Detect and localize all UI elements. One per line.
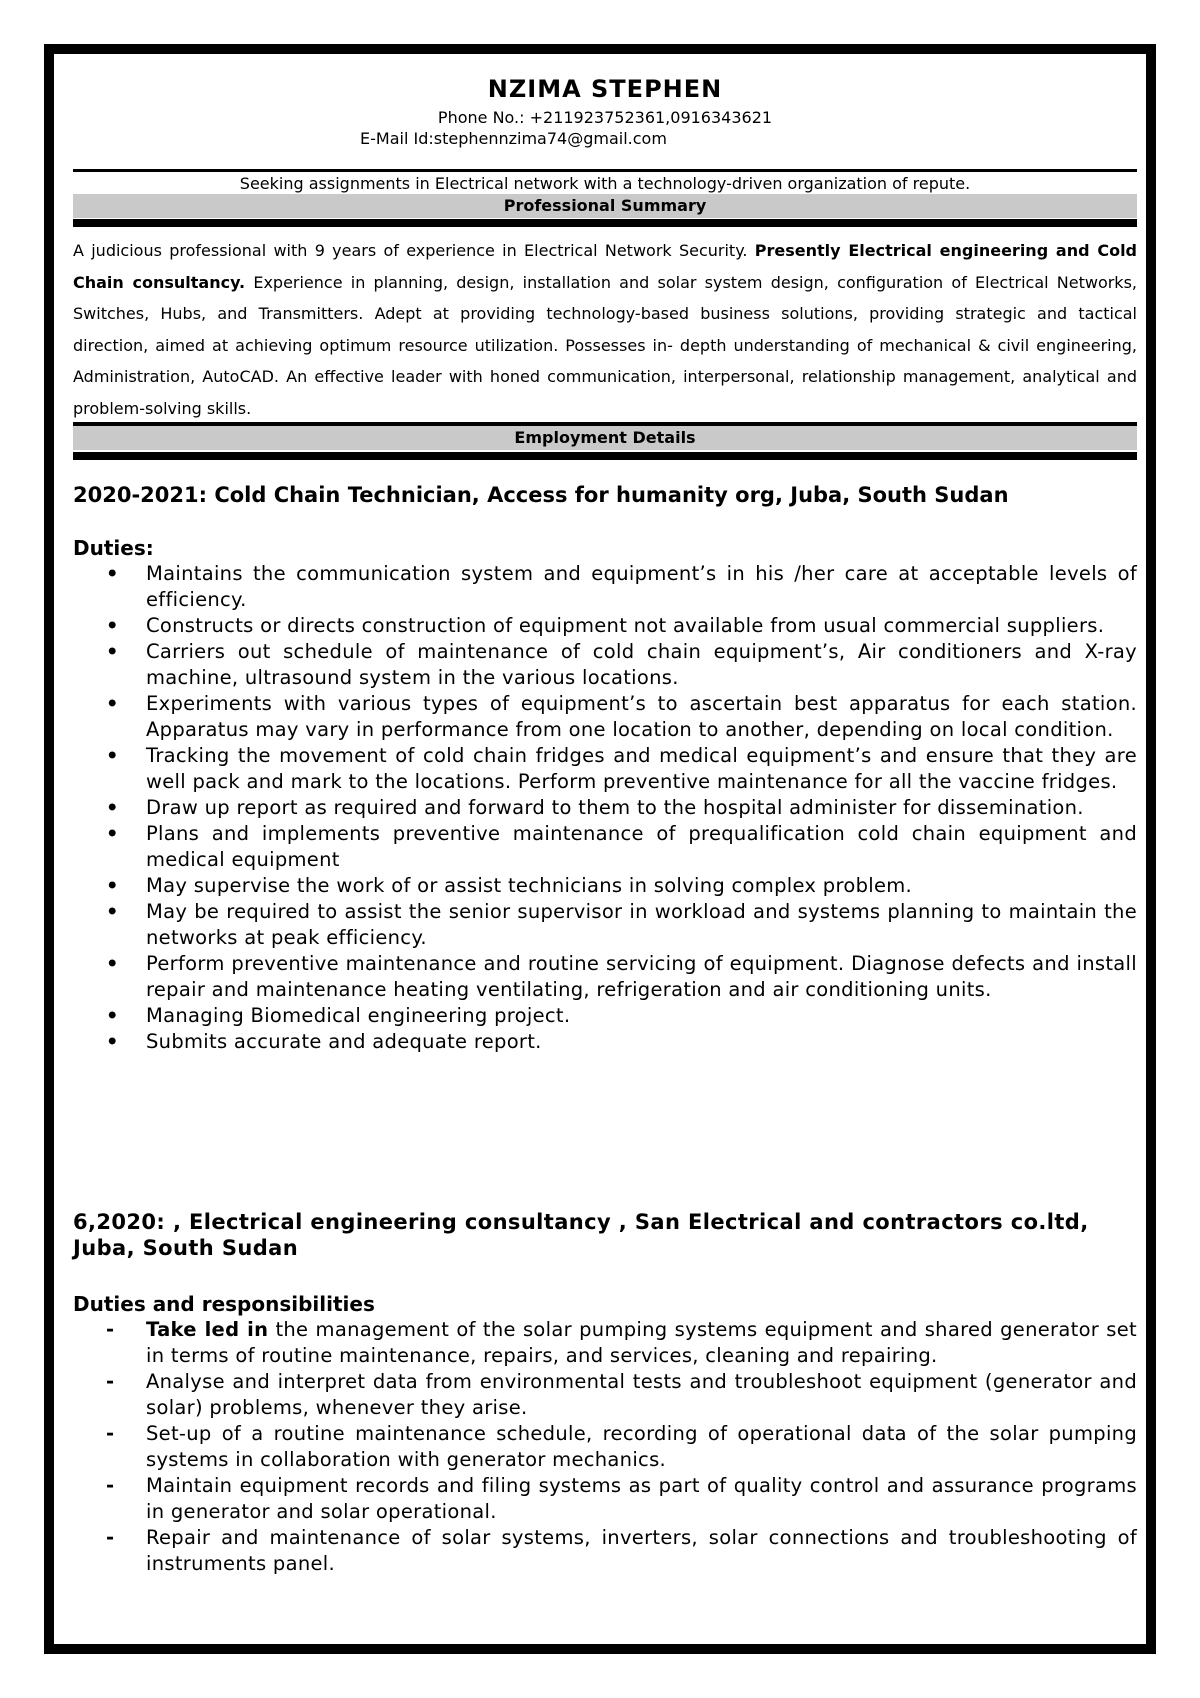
bullet-icon: • [106, 744, 119, 767]
summary-divider [73, 219, 1137, 227]
dash-icon: - [106, 1526, 115, 1549]
list-item: - Maintain equipment records and filing systems as part of quality control and assurance programs in generator and solar operational. [106, 1474, 1137, 1523]
employment-details-heading: Employment Details [73, 426, 1137, 450]
summary-text-start: A judicious professional with 9 years of experience in Electrical Network Security. [73, 241, 755, 260]
employment-divider [73, 452, 1137, 460]
bullet-icon: • [106, 562, 119, 585]
list-item: • Draw up report as required and forward to them to the hospital administer for dissemination. [106, 796, 1084, 819]
job-2-title: 6,2020: , Electrical engineering consultancy , San Electrical and contractors co.ltd, Juba, South Sudan [73, 1210, 1089, 1260]
list-item: • May be required to assist the senior supervisor in workload and systems planning to maintain the networks at peak efficiency. [106, 900, 1137, 949]
list-item: • Submits accurate and adequate report. [106, 1030, 542, 1053]
job-2-duties-list [73, 1317, 1137, 1577]
bullet-icon: • [106, 692, 119, 715]
header-divider [73, 169, 1137, 172]
bullet-icon: • [106, 640, 119, 663]
phone-number: Phone No.: +211923752361,0916343621 [437, 108, 773, 127]
dash-icon: - [106, 1474, 115, 1497]
email-address: E-Mail Id:stephennzima74@gmail.com [360, 129, 667, 148]
list-item: - Repair and maintenance of solar systems, inverters, solar connections and troubleshooting of instruments panel. [106, 1526, 1137, 1575]
list-item: • Perform preventive maintenance and routine servicing of equipment. Diagnose defects and install repair and maintenance heating ventilating, refrigeration and air conditioning units. [106, 952, 1137, 1001]
summary-text-bold: Presently Electrical engineering and Cold Chain consultancy. [73, 241, 1138, 292]
job-2-duties-heading: Duties and responsibilities [73, 1292, 375, 1316]
bullet-icon: • [106, 822, 119, 845]
professional-summary-heading: Professional Summary [73, 194, 1137, 218]
bullet-icon: • [106, 952, 119, 975]
dash-icon: - [106, 1422, 115, 1445]
bullet-icon: • [106, 796, 119, 819]
list-item: • Constructs or directs construction of equipment not available from usual commercial suppliers. [106, 614, 1105, 637]
bullet-icon: • [106, 900, 119, 923]
bullet-icon: • [106, 1004, 119, 1027]
list-item: - Analyse and interpret data from environmental tests and troubleshoot equipment (generator and solar) problems, whenever they arise. [106, 1370, 1137, 1419]
job-1-duties-list [73, 561, 1137, 1055]
summary-text-end: Experience in planning, design, installation and solar system design, configuration of Electrical Networks, Switches, Hubs, and Transmitters. Adept at providing technology-based business solutions, providing strategic and tactical direction, aimed at achieving optimum resource utilization. Possesses in- depth understanding of mechanical & civil engineering, Administration, AutoCAD. An effective leader with honed communication, interpersonal, relationship management, analytical and problem-solving skills. [73, 272, 1137, 418]
candidate-name: NZIMA STEPHEN [487, 75, 723, 103]
bullet-icon: • [106, 614, 119, 637]
list-item: • Carriers out schedule of maintenance of cold chain equipment’s, Air conditioners and X-ray machine, ultrasound system in the various locations. [106, 640, 1137, 689]
list-item: - Set-up of a routine maintenance schedule, recording of operational data of the solar pumping systems in collaboration with generator mechanics. [106, 1422, 1137, 1471]
dash-icon: - [106, 1370, 115, 1393]
list-item: • Managing Biomedical engineering project. [106, 1004, 571, 1027]
list-item: • Maintains the communication system and equipment’s in his /her care at acceptable levels of efficiency. [106, 562, 1137, 611]
list-item: • Plans and implements preventive maintenance of prequalification cold chain equipment and medical equipment [106, 822, 1137, 871]
dash-icon: - [106, 1318, 115, 1341]
list-item: • Tracking the movement of cold chain fridges and medical equipment’s and ensure that they are well pack and mark to the locations. Perform preventive maintenance for all the vaccine fridges. [106, 744, 1137, 793]
career-objective: Seeking assignments in Electrical network with a technology-driven organization of repute. [239, 174, 971, 193]
list-item: - Take led in the management of the solar pumping systems equipment and shared generator set in terms of routine maintenance, repairs, and services, cleaning and repairing. [106, 1318, 1137, 1367]
bullet-icon: • [106, 1030, 119, 1053]
professional-summary-text [73, 235, 1137, 424]
bullet-icon: • [106, 874, 119, 897]
list-item: • Experiments with various types of equipment’s to ascertain best apparatus for each station. Apparatus may vary in performance from one location to another, depending on local condition. [106, 692, 1137, 741]
list-item: • May supervise the work of or assist technicians in solving complex problem. [106, 874, 913, 897]
job-1-duties-heading: Duties: [73, 536, 154, 560]
job-1-title: 2020-2021: Cold Chain Technician, Access for humanity org, Juba, South Sudan [73, 483, 1009, 507]
